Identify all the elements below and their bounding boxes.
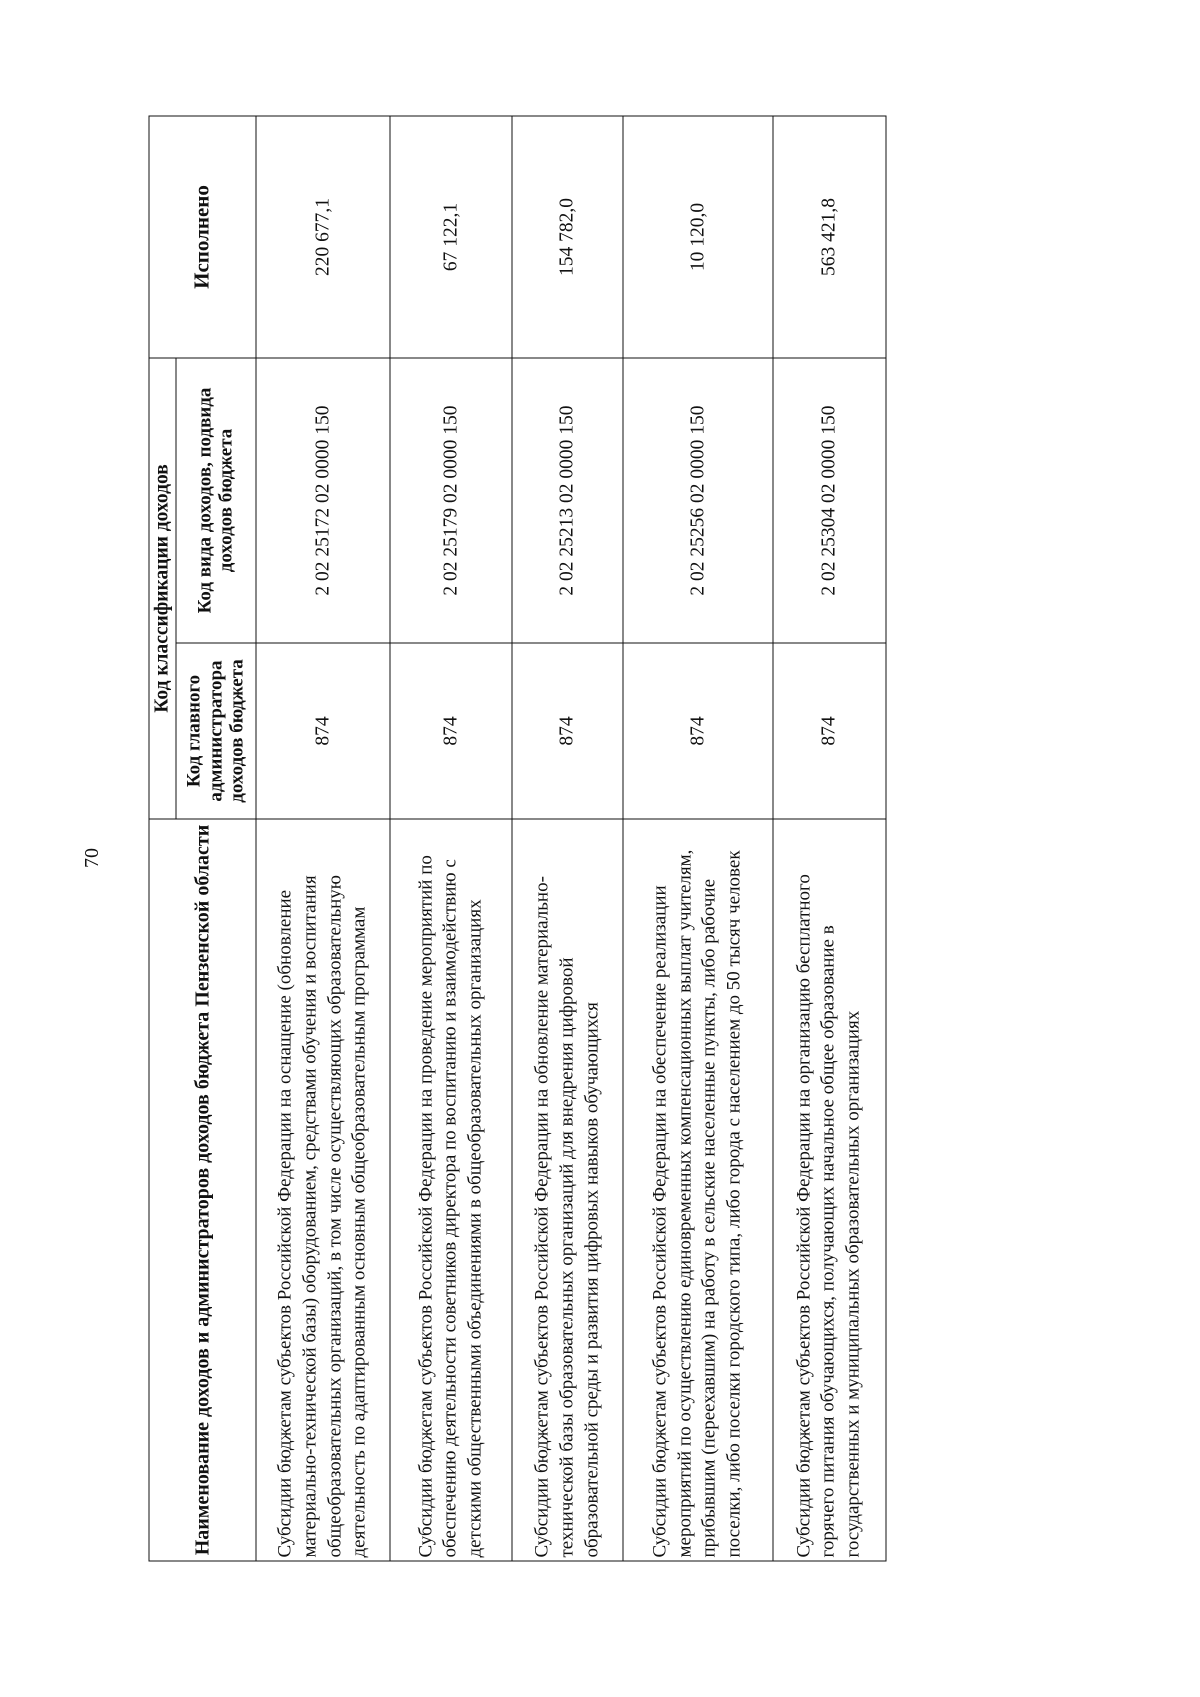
row-executed: 10 120,0 bbox=[623, 116, 772, 358]
row-name: Субсидии бюджетам субъектов Российской Федерации на оснащение (обновление материально-технической базы) оборудованием, средствами обучения и воспитания общеобразовательных организаций, в том числе осуществляющих образовательную деятельность по адаптированным основным общеобразовательным программам bbox=[255, 819, 389, 1561]
table-row bbox=[512, 116, 623, 1561]
row-name: Субсидии бюджетам субъектов Российской Федерации на обеспечение реализации мероприятий по осуществлению единовременных компенсационных выплат учителям, прибывшим (переехавшим) на работу в сельские населенные пункты, либо рабочие поселки, либо поселки городского типа, либо города с населением до 50 тысяч человек bbox=[623, 819, 772, 1561]
row-kind-code: 2 02 25256 02 0000 150 bbox=[623, 358, 772, 643]
row-admin-code: 874 bbox=[623, 643, 772, 819]
row-kind-code: 2 02 25172 02 0000 150 bbox=[255, 358, 389, 643]
row-name: Субсидии бюджетам субъектов Российской Федерации на обновление материально-технической базы образовательных организаций для внедрения цифровой образовательной среды и развития цифровых навыков обучающихся bbox=[512, 819, 623, 1561]
revenue-table bbox=[148, 115, 886, 1561]
header-admin-code: Код главного администратора доходов бюджета bbox=[175, 643, 255, 819]
row-kind-code: 2 02 25304 02 0000 150 bbox=[772, 358, 885, 643]
header-kind-code: Код вида доходов, подвида доходов бюджета bbox=[175, 358, 255, 643]
row-kind-code: 2 02 25213 02 0000 150 bbox=[512, 358, 623, 643]
page-number: 70 bbox=[81, 848, 103, 868]
table-row bbox=[255, 116, 389, 1561]
rotated-table-wrapper bbox=[148, 116, 886, 1561]
header-classification-group: Код классификации доходов bbox=[149, 358, 176, 819]
row-admin-code: 874 bbox=[772, 643, 885, 819]
header-executed: Исполнено bbox=[149, 116, 256, 358]
table-row bbox=[772, 116, 885, 1561]
row-kind-code: 2 02 25179 02 0000 150 bbox=[390, 358, 512, 643]
row-name: Субсидии бюджетам субъектов Российской Федерации на организацию бесплатного горячего питания обучающихся, получающих начальное общее образование в государственных и муниципальных образовательных организациях bbox=[772, 819, 885, 1561]
table-row bbox=[623, 116, 772, 1561]
table-row bbox=[390, 116, 512, 1561]
row-executed: 563 421,8 bbox=[772, 116, 885, 358]
header-name: Наименование доходов и администраторов доходов бюджета Пензенской области bbox=[149, 819, 256, 1561]
row-admin-code: 874 bbox=[390, 643, 512, 819]
row-executed: 154 782,0 bbox=[512, 116, 623, 358]
row-admin-code: 874 bbox=[512, 643, 623, 819]
row-executed: 67 122,1 bbox=[390, 116, 512, 358]
row-admin-code: 874 bbox=[255, 643, 389, 819]
row-executed: 220 677,1 bbox=[255, 116, 389, 358]
row-name: Субсидии бюджетам субъектов Российской Федерации на проведение мероприятий по обеспечению деятельности советников директора по воспитанию и взаимодействию с детскими общественными объединениями в общеобразовательных организациях bbox=[390, 819, 512, 1561]
